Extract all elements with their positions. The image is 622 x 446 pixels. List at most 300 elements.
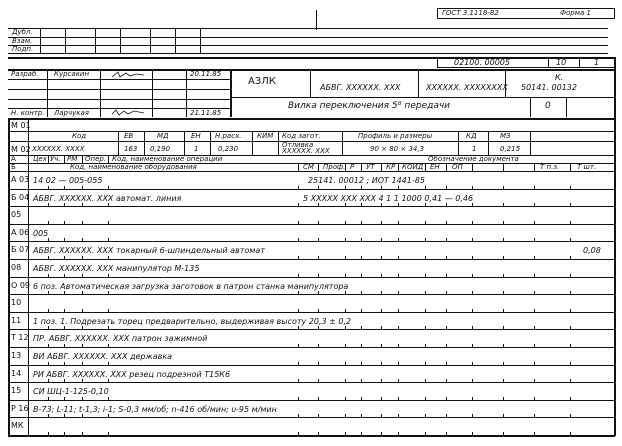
row-number: Б 04 <box>11 193 30 202</box>
part-label: К. <box>555 73 564 82</box>
rule <box>570 362 571 365</box>
rule <box>425 291 426 294</box>
rule <box>398 186 399 189</box>
rule <box>48 274 49 277</box>
rule <box>318 163 319 171</box>
mat-n-rash: 0,230 <box>218 145 239 153</box>
rule <box>570 344 571 347</box>
row-text: ВИ АБВГ. XXXXXX. XXX державка <box>33 352 173 361</box>
rule <box>425 397 426 400</box>
rule <box>534 326 535 329</box>
rule <box>82 238 83 241</box>
row-number: 05 <box>11 210 22 219</box>
rule <box>48 326 49 329</box>
rule <box>345 291 346 294</box>
rule <box>446 274 447 277</box>
rule <box>398 379 399 382</box>
rule <box>48 362 49 365</box>
rule <box>570 379 571 382</box>
rule <box>82 432 83 435</box>
rule <box>437 67 615 68</box>
col-md: МД <box>157 132 169 140</box>
rule <box>425 256 426 259</box>
row-number: 14 <box>11 369 22 378</box>
rule <box>230 69 232 117</box>
rule <box>446 362 447 365</box>
rule <box>534 344 535 347</box>
rule <box>398 291 399 294</box>
rule <box>298 432 299 435</box>
row-number: О 09 <box>11 281 31 290</box>
rule <box>381 432 382 435</box>
rule <box>64 238 65 241</box>
sheets-total: 10 <box>556 58 567 67</box>
rule <box>48 203 49 206</box>
rule <box>345 163 346 171</box>
rule <box>64 221 65 224</box>
rule <box>298 309 299 312</box>
rule <box>381 203 382 206</box>
rule <box>118 131 119 155</box>
rule <box>472 221 473 224</box>
rule <box>425 163 426 171</box>
rule <box>298 238 299 241</box>
rule <box>398 221 399 224</box>
hdr-kr: КР <box>386 163 396 171</box>
row-text: СИ ШЦ-1-125-0,10 <box>33 387 109 396</box>
rule <box>108 155 109 163</box>
checker-date: 21.11.85 <box>190 109 222 117</box>
row-text: 14 02 — 005-055 <box>33 176 103 185</box>
rule <box>570 274 571 277</box>
hdr-rm: РМ <box>67 155 78 163</box>
rule <box>361 256 362 259</box>
mat-mz: 0,215 <box>500 145 521 153</box>
rule <box>570 432 571 435</box>
rule <box>570 186 571 189</box>
rule <box>82 203 83 206</box>
row-text: АБВГ. XXXXXX. XXX манипулятор М-135 <box>33 264 200 273</box>
rule <box>361 238 362 241</box>
form-label: Форма 1 <box>560 9 592 17</box>
rule <box>570 238 571 241</box>
rule <box>8 57 615 59</box>
rule <box>8 118 615 120</box>
rule <box>48 155 49 163</box>
rule <box>570 397 571 400</box>
rule <box>361 379 362 382</box>
rule <box>64 155 65 163</box>
rule <box>200 28 201 53</box>
rule <box>446 414 447 417</box>
row-text: 6 поз. Автоматическая загрузка заготовок в патрон станка манипулятора <box>33 282 349 291</box>
rule <box>8 312 615 313</box>
rule <box>8 171 615 172</box>
rule <box>458 131 459 155</box>
rule <box>398 362 399 365</box>
rule <box>381 379 382 382</box>
row-text: ПР. АБВГ. XXXXXX. XXX патрон зажимной <box>33 334 208 343</box>
hdr-prof: Проф. <box>323 163 346 171</box>
document-code: 02100. 00005 <box>454 58 510 67</box>
rule <box>446 256 447 259</box>
rule <box>472 291 473 294</box>
rule <box>108 309 109 312</box>
rule <box>503 203 504 206</box>
rule <box>345 326 346 329</box>
rule <box>472 238 473 241</box>
rule <box>381 309 382 312</box>
rule <box>8 382 615 383</box>
hdr-tpz: Т п.з. <box>540 163 560 171</box>
rule <box>361 186 362 189</box>
col-kod-zag: Код загот. <box>282 132 321 140</box>
rule <box>503 432 504 435</box>
rule <box>8 28 608 29</box>
rule <box>8 224 615 225</box>
rule <box>425 274 426 277</box>
rule <box>48 238 49 241</box>
rule <box>361 309 362 312</box>
rule <box>318 274 319 277</box>
rule <box>8 365 615 366</box>
rule <box>48 309 49 312</box>
rule <box>446 203 447 206</box>
rule <box>398 256 399 259</box>
rule <box>345 379 346 382</box>
rule <box>318 291 319 294</box>
sheet-number: 1 <box>594 58 600 67</box>
rule <box>345 432 346 435</box>
rule <box>108 221 109 224</box>
rule <box>108 379 109 382</box>
gost-label: ГОСТ 3.1118-82 <box>442 9 499 17</box>
rule <box>446 309 447 312</box>
rule <box>425 344 426 347</box>
rule <box>184 131 185 155</box>
rule <box>381 326 382 329</box>
rule <box>472 163 473 171</box>
rule <box>318 414 319 417</box>
col-mz: МЗ <box>500 132 511 140</box>
rule <box>48 397 49 400</box>
rule <box>534 203 535 206</box>
row-number: 08 <box>11 263 22 272</box>
rule <box>503 362 504 365</box>
rule <box>108 274 109 277</box>
rule <box>175 28 176 53</box>
rule <box>40 28 41 53</box>
rule <box>534 291 535 294</box>
rule <box>298 414 299 417</box>
rule <box>345 397 346 400</box>
rule <box>345 309 346 312</box>
rule <box>8 189 615 190</box>
rule <box>530 97 531 117</box>
hdr-kod-obor: Код, наименование оборудования <box>70 163 197 171</box>
rule <box>425 432 426 435</box>
rule <box>82 397 83 400</box>
hdr-oper: Опер. <box>85 155 107 163</box>
rule <box>48 186 49 189</box>
rule <box>361 414 362 417</box>
rule <box>64 274 65 277</box>
rule <box>108 414 109 417</box>
rule <box>472 186 473 189</box>
rule <box>381 256 382 259</box>
rule <box>8 435 615 436</box>
rule <box>503 397 504 400</box>
rule <box>503 256 504 259</box>
rule <box>8 400 615 401</box>
rule <box>316 10 317 30</box>
rule <box>472 344 473 347</box>
rule <box>310 69 311 97</box>
rule <box>472 203 473 206</box>
rule <box>82 414 83 417</box>
rule <box>398 432 399 435</box>
rule <box>361 291 362 294</box>
rule <box>8 294 615 295</box>
rule <box>108 186 109 189</box>
row-extra: 0,08 <box>583 246 601 255</box>
row-text: В-73; L-11; t-1,3; i-1; S-0,3 мм/об; n-416 об/мин; υ-95 м/мин <box>33 405 277 414</box>
rule <box>570 309 571 312</box>
rule <box>186 69 187 117</box>
rule <box>48 344 49 347</box>
rule <box>82 155 83 163</box>
rule <box>345 203 346 206</box>
rule <box>472 414 473 417</box>
hdr-tseh: Цех <box>33 155 47 163</box>
designation-2: XXXXXX. XXXXXXXX <box>426 83 508 92</box>
hdr-r: Р <box>350 163 355 171</box>
rule <box>48 432 49 435</box>
rule <box>548 57 549 68</box>
col-kd: КД <box>466 132 477 140</box>
rule <box>318 238 319 241</box>
mat-kod-zag: XXXXXX. XXX <box>282 147 330 155</box>
rule <box>534 309 535 312</box>
rule <box>446 238 447 241</box>
rule <box>361 274 362 277</box>
hdr-kod-oper: Код, наименование операции <box>112 155 223 163</box>
rule <box>82 309 83 312</box>
rule <box>82 291 83 294</box>
rule <box>298 291 299 294</box>
rule <box>446 326 447 329</box>
rule <box>82 221 83 224</box>
rule <box>570 203 571 206</box>
rule <box>446 432 447 435</box>
rule <box>398 344 399 347</box>
rule <box>398 274 399 277</box>
mat-profil: 90 × 80 × 34,3 <box>370 145 425 153</box>
row-number: Б 07 <box>11 245 30 254</box>
rule <box>570 163 571 171</box>
part-number: 50141. 00132 <box>521 83 577 92</box>
rule <box>472 274 473 277</box>
part-name: Вилка переключения 5ᴽ передачи <box>288 101 451 111</box>
rule <box>472 256 473 259</box>
rule <box>381 414 382 417</box>
row-number: МК <box>11 421 24 430</box>
rule <box>503 163 504 171</box>
rule <box>8 99 230 100</box>
rule <box>361 432 362 435</box>
rule <box>446 291 447 294</box>
rule <box>381 291 382 294</box>
rule <box>446 163 447 171</box>
rule <box>318 326 319 329</box>
rule <box>503 344 504 347</box>
rule <box>345 414 346 417</box>
rule <box>425 186 426 189</box>
row-text: АБВГ. XXXXXX. XXX токарный 6-шпиндельный автомат <box>33 246 265 255</box>
hdr-sm: СМ <box>303 163 314 171</box>
rule <box>361 344 362 347</box>
rule <box>108 432 109 435</box>
hdr-en: ЕН <box>430 163 440 171</box>
row-text: АБВГ. XXXXXX. XXX автомат. линия <box>33 194 182 203</box>
hdr-ut: УТ <box>366 163 375 171</box>
row-number: Т 12 <box>11 333 29 342</box>
rule <box>381 238 382 241</box>
rule <box>503 309 504 312</box>
rule <box>570 326 571 329</box>
rule <box>579 57 580 68</box>
col-kod: Код <box>72 132 87 140</box>
rule <box>425 362 426 365</box>
rule <box>446 344 447 347</box>
rule <box>570 221 571 224</box>
rule <box>342 131 343 155</box>
rule <box>446 221 447 224</box>
rule <box>437 18 615 19</box>
rule <box>318 397 319 400</box>
developer-name: Курсакин <box>54 70 90 78</box>
rule <box>503 291 504 294</box>
mat-otlivka: Отливка <box>282 141 314 149</box>
rule <box>361 221 362 224</box>
rule <box>8 277 615 278</box>
rule <box>8 259 615 260</box>
rule <box>398 414 399 417</box>
rule <box>425 203 426 206</box>
col-ev: ЕВ <box>124 132 134 140</box>
rule <box>398 397 399 400</box>
rule <box>345 221 346 224</box>
rule <box>8 79 230 80</box>
rule <box>82 326 83 329</box>
rule <box>64 344 65 347</box>
rule <box>534 397 535 400</box>
rule <box>472 397 473 400</box>
rule <box>488 131 489 155</box>
checker-signature <box>110 108 146 117</box>
row-extra: 5 XXXXX XXX XXX 4 1 1 1000 0,41 — 0,46 <box>303 194 474 203</box>
row-number: 15 <box>11 386 22 395</box>
designation: АБВГ. XXXXXX. XXX <box>320 83 401 92</box>
rule <box>361 397 362 400</box>
rule <box>48 379 49 382</box>
rule <box>318 379 319 382</box>
developer-label: Разраб. <box>11 70 39 78</box>
row-m02: М 02 <box>11 145 31 154</box>
rule <box>82 186 83 189</box>
rule <box>65 28 66 53</box>
rule <box>108 326 109 329</box>
rule <box>8 89 230 90</box>
rule <box>8 347 615 348</box>
rule <box>534 274 535 277</box>
rule <box>64 186 65 189</box>
rule <box>278 131 279 155</box>
rule <box>298 344 299 347</box>
margin-label-podp: Подп. <box>12 45 34 53</box>
row-extra: 25141. 00012 ; ИОТ 1441-85 <box>308 176 425 185</box>
rule <box>425 326 426 329</box>
hdr-koid: КОИД <box>402 163 424 171</box>
mat-md: 0,190 <box>150 145 171 153</box>
rule <box>534 163 535 171</box>
rule <box>298 397 299 400</box>
rule <box>318 203 319 206</box>
rule <box>503 186 504 189</box>
rule <box>534 414 535 417</box>
rule <box>534 362 535 365</box>
rule <box>381 344 382 347</box>
rule <box>64 326 65 329</box>
rule <box>64 362 65 365</box>
mat-en: 1 <box>194 145 199 153</box>
rule <box>48 256 49 259</box>
rule <box>64 203 65 206</box>
rule <box>318 221 319 224</box>
row-m01: М 01 <box>11 121 31 130</box>
col-profil: Профиль и размеры <box>358 132 433 140</box>
rule <box>418 69 419 97</box>
rule <box>298 274 299 277</box>
rule <box>108 291 109 294</box>
rule <box>472 309 473 312</box>
rule <box>503 221 504 224</box>
rule <box>345 274 346 277</box>
rule <box>425 414 426 417</box>
rule <box>152 69 153 117</box>
developer-date: 20.11.85 <box>190 70 222 78</box>
rule <box>8 417 615 418</box>
rule <box>570 291 571 294</box>
rule <box>503 238 504 241</box>
rule <box>472 379 473 382</box>
rule <box>82 344 83 347</box>
rule <box>345 238 346 241</box>
rule <box>503 274 504 277</box>
hdr-uch: Уч. <box>50 155 61 163</box>
rule <box>530 131 531 155</box>
rule <box>144 131 145 155</box>
rule <box>108 203 109 206</box>
row-number: 13 <box>11 351 22 360</box>
rule <box>534 256 535 259</box>
rule <box>437 8 438 18</box>
rule <box>534 432 535 435</box>
row-number: 10 <box>11 298 22 307</box>
rule <box>534 238 535 241</box>
row-number: А 06 <box>11 228 30 237</box>
rule <box>64 256 65 259</box>
